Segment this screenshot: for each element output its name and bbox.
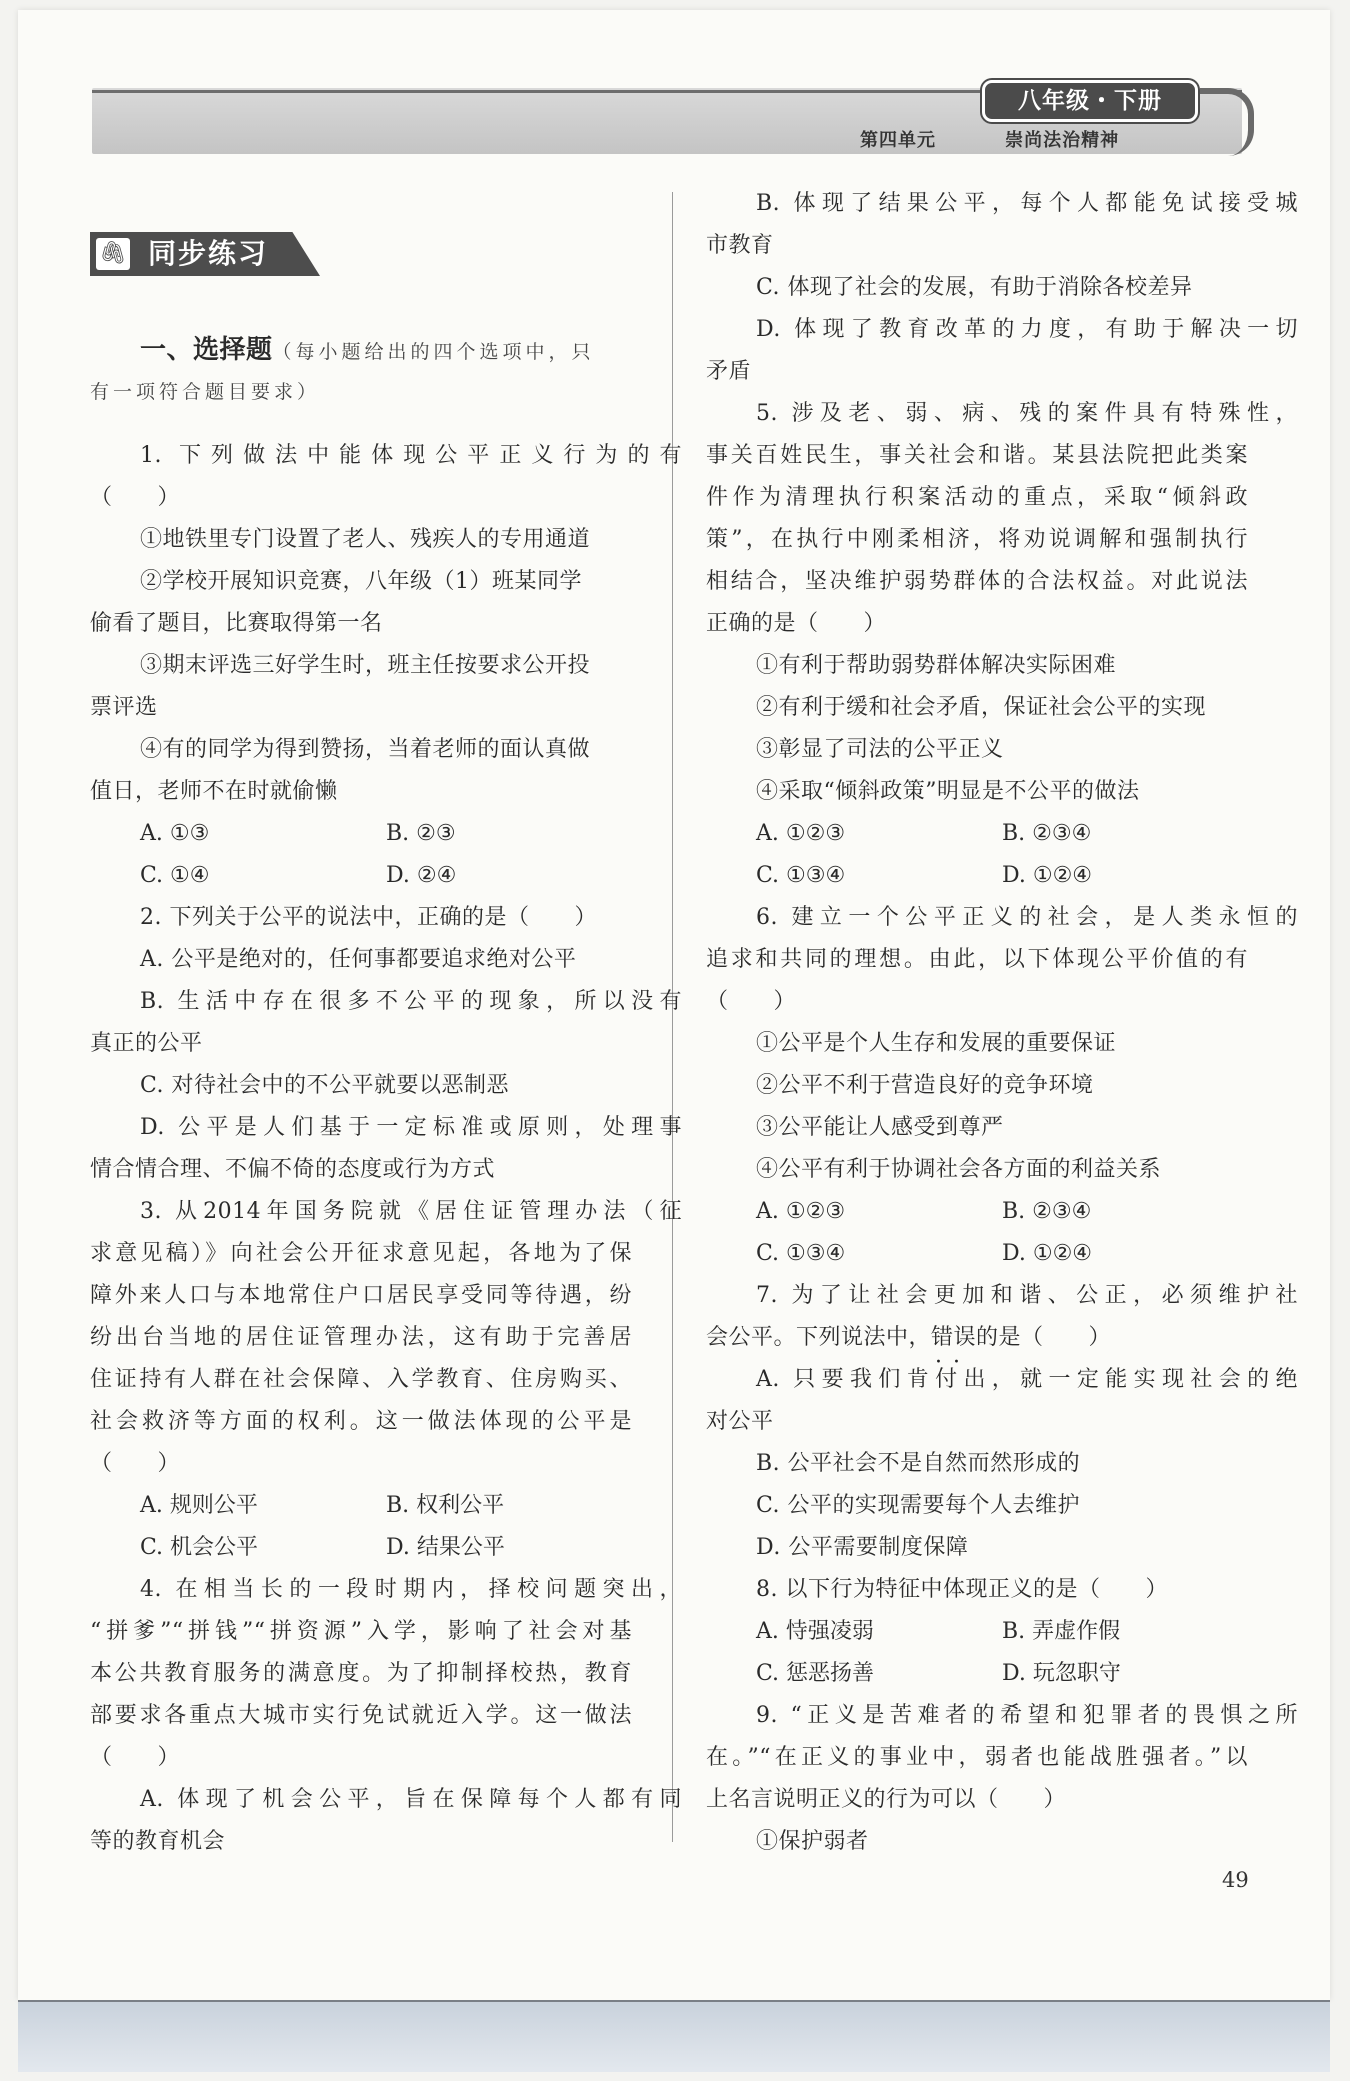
page-number: 49 bbox=[1222, 1868, 1249, 1892]
q8-option-c: C. 惩恶扬善 bbox=[756, 1661, 875, 1686]
q9-stem: 9. “正义是苦难者的希望和犯罪者的畏惧之所 bbox=[756, 1703, 1298, 1728]
q2-stem: 2. 下列关于公平的说法中，正确的是（ ） bbox=[140, 905, 597, 930]
q6-option-b: B. ②③④ bbox=[1002, 1199, 1092, 1224]
q4-stem: 4. 在相当长的一段时期内，择校问题突出， bbox=[140, 1577, 682, 1602]
q6-item: ①公平是个人生存和发展的重要保证 bbox=[756, 1031, 1117, 1056]
unit-title bbox=[860, 126, 1119, 152]
q6-item: ②公平不利于营造良好的竞争环境 bbox=[756, 1073, 1094, 1098]
q1-item-cont: 票评选 bbox=[90, 695, 158, 720]
q2-option-c: C. 对待社会中的不公平就要以恶制恶 bbox=[140, 1073, 510, 1098]
q4-blank: （ ） bbox=[90, 1745, 181, 1770]
q5-option-c: C. ①③④ bbox=[756, 863, 846, 888]
part-note-line1: （每小题给出的四个选项中，只 bbox=[272, 341, 595, 363]
q4-option-d: D. 体现了教育改革的力度，有助于解决一切 bbox=[756, 317, 1298, 342]
paperclip-icon: 🖇 bbox=[96, 238, 130, 270]
q5-option-d: D. ①②④ bbox=[1002, 863, 1093, 888]
q1-item: ③期末评选三好学生时，班主任按要求公开投 bbox=[140, 653, 591, 678]
q5-option-b: B. ②③④ bbox=[1002, 821, 1092, 846]
q6-option-d: D. ①②④ bbox=[1002, 1241, 1093, 1266]
q6-stem: 6. 建立一个公平正义的社会，是人类永恒的 bbox=[756, 905, 1298, 930]
q1-item-cont: 值日，老师不在时就偷懒 bbox=[90, 779, 338, 804]
q9-stem-cont: 在。”“在正义的事业中，弱者也能战胜强者。”以 bbox=[706, 1745, 1248, 1770]
q9-item: ①保护弱者 bbox=[756, 1829, 869, 1854]
q1-item: ①地铁里专门设置了老人、残疾人的专用通道 bbox=[140, 527, 591, 552]
q3-stem: 3. 从2014年国务院就《居住证管理办法（征 bbox=[140, 1199, 682, 1224]
q1-item: ④有的同学为得到赞扬，当着老师的面认真做 bbox=[140, 737, 591, 762]
q3-stem-cont: 障外来人口与本地常住户口居民享受同等待遇，纷 bbox=[90, 1283, 632, 1308]
q7-stem-cont bbox=[706, 1318, 1248, 1358]
q8-option-b: B. 弄虚作假 bbox=[1002, 1619, 1121, 1644]
q7-option-c: C. 公平的实现需要每个人去维护 bbox=[756, 1493, 1081, 1518]
q1-option-d: D. ②④ bbox=[386, 863, 457, 888]
q4-stem-cont: “拼爹”“拼钱”“拼资源”入学，影响了社会对基 bbox=[90, 1619, 632, 1644]
q2-option-d: D. 公平是人们基于一定标准或原则，处理事 bbox=[140, 1115, 682, 1140]
scanner-bottom-edge bbox=[18, 2000, 1330, 2072]
q4-stem-cont: 本公共教育服务的满意度。为了抑制择校热，教育 bbox=[90, 1661, 632, 1686]
part-note-line2: 有一项符合题目要求） bbox=[90, 381, 321, 403]
q5-item: ③彰显了司法的公平正义 bbox=[756, 737, 1004, 762]
q1-option-b: B. ②③ bbox=[386, 821, 456, 846]
unit-number: 第四单元 bbox=[860, 130, 936, 151]
q5-item: ②有利于缓和社会矛盾，保证社会公平的实现 bbox=[756, 695, 1207, 720]
q3-blank: （ ） bbox=[90, 1451, 181, 1476]
q5-item: ①有利于帮助弱势群体解决实际困难 bbox=[756, 653, 1117, 678]
q7-option-b: B. 公平社会不是自然而然形成的 bbox=[756, 1451, 1081, 1476]
q2-option-d-cont: 情合情合理、不偏不倚的态度或行为方式 bbox=[90, 1157, 496, 1182]
q3-stem-cont: 住证持有人群在社会保障、入学教育、住房购买、 bbox=[90, 1367, 632, 1392]
q4-option-a: A. 体现了机会公平，旨在保障每个人都有同 bbox=[140, 1787, 682, 1812]
q1-blank: （ ） bbox=[90, 485, 181, 510]
q5-stem-cont: 事关百姓民生，事关社会和谐。某县法院把此类案 bbox=[706, 443, 1248, 468]
part-title: 一、选择题 bbox=[140, 335, 273, 365]
q5-option-a: A. ①②③ bbox=[756, 821, 846, 846]
part-heading bbox=[90, 330, 632, 370]
q6-item: ④公平有利于协调社会各方面的利益关系 bbox=[756, 1157, 1162, 1182]
q3-option-c: C. 机会公平 bbox=[140, 1535, 259, 1560]
q7-option-a-cont: 对公平 bbox=[706, 1409, 774, 1434]
q4-stem-cont: 部要求各重点大城市实行免试就近入学。这一做法 bbox=[90, 1703, 632, 1728]
q6-option-a: A. ①②③ bbox=[756, 1199, 846, 1224]
q3-stem-cont: 求意见稿）》向社会公开征求意见起，各地为了保 bbox=[90, 1241, 632, 1266]
q8-option-a: A. 恃强凌弱 bbox=[756, 1619, 874, 1644]
q4-option-b-cont: 市教育 bbox=[706, 233, 774, 258]
unit-topic: 崇尚法治精神 bbox=[1005, 130, 1120, 151]
q7-stem-post: 的是（ ） bbox=[976, 1325, 1112, 1350]
q3-option-a: A. 规则公平 bbox=[140, 1493, 258, 1518]
q1-option-c: C. ①④ bbox=[140, 863, 210, 888]
q8-stem: 8. 以下行为特征中体现正义的是（ ） bbox=[756, 1577, 1168, 1602]
q5-stem: 5. 涉及老、弱、病、残的案件具有特殊性， bbox=[756, 401, 1298, 426]
q7-stem: 7. 为了让社会更加和谐、公正，必须维护社 bbox=[756, 1283, 1298, 1308]
section-title: 同步练习 bbox=[148, 237, 269, 270]
q4-option-c: C. 体现了社会的发展，有助于消除各校差异 bbox=[756, 275, 1193, 300]
q2-option-a: A. 公平是绝对的，任何事都要追求绝对公平 bbox=[140, 947, 577, 972]
q9-stem-cont: 上名言说明正义的行为可以（ ） bbox=[706, 1787, 1067, 1812]
q4-option-b: B. 体现了结果公平，每个人都能免试接受城 bbox=[756, 191, 1298, 216]
q7-emphasis: 错误 · · bbox=[931, 1325, 976, 1350]
q5-stem-cont: 正确的是（ ） bbox=[706, 611, 887, 636]
q2-option-b-cont: 真正的公平 bbox=[90, 1031, 203, 1056]
q6-stem-cont: 追求和共同的理想。由此，以下体现公平价值的有 bbox=[706, 947, 1248, 972]
q6-item: ③公平能让人感受到尊严 bbox=[756, 1115, 1004, 1140]
q7-option-a: A. 只要我们肯付出，就一定能实现社会的绝 bbox=[756, 1367, 1298, 1392]
q7-option-d: D. 公平需要制度保障 bbox=[756, 1535, 969, 1560]
grade-label: 八年级・下册 bbox=[982, 80, 1198, 122]
q1-stem: 1. 下列做法中能体现公平正义行为的有 bbox=[140, 443, 682, 468]
q3-option-d: D. 结果公平 bbox=[386, 1535, 505, 1560]
q3-stem-cont: 纷出台当地的居住证管理办法，这有助于完善居 bbox=[90, 1325, 632, 1350]
header-curve-ornament bbox=[1200, 88, 1254, 156]
q5-stem-cont: 相结合，坚决维护弱势群体的合法权益。对此说法 bbox=[706, 569, 1248, 594]
q2-option-b: B. 生活中存在很多不公平的现象，所以没有 bbox=[140, 989, 682, 1014]
q5-stem-cont: 件作为清理执行积案活动的重点，采取“倾斜政 bbox=[706, 485, 1248, 510]
q6-blank: （ ） bbox=[706, 989, 797, 1014]
q8-option-d: D. 玩忽职守 bbox=[1002, 1661, 1121, 1686]
q1-item-cont: 偷看了题目，比赛取得第一名 bbox=[90, 611, 383, 636]
q5-stem-cont: 策”，在执行中刚柔相济，将劝说调解和强制执行 bbox=[706, 527, 1248, 552]
q3-option-b: B. 权利公平 bbox=[386, 1493, 505, 1518]
q6-option-c: C. ①③④ bbox=[756, 1241, 846, 1266]
q1-item: ②学校开展知识竞赛，八年级（1）班某同学 bbox=[140, 569, 582, 594]
q3-stem-cont: 社会救济等方面的权利。这一做法体现的公平是 bbox=[90, 1409, 632, 1434]
q1-option-a: A. ①③ bbox=[140, 821, 210, 846]
q7-stem-pre: 会公平。下列说法中， bbox=[706, 1325, 932, 1350]
q4-option-d-cont: 矛盾 bbox=[706, 359, 752, 384]
q5-item: ④采取“倾斜政策”明显是不公平的做法 bbox=[756, 779, 1140, 804]
q4-option-a-cont: 等的教育机会 bbox=[90, 1829, 226, 1854]
